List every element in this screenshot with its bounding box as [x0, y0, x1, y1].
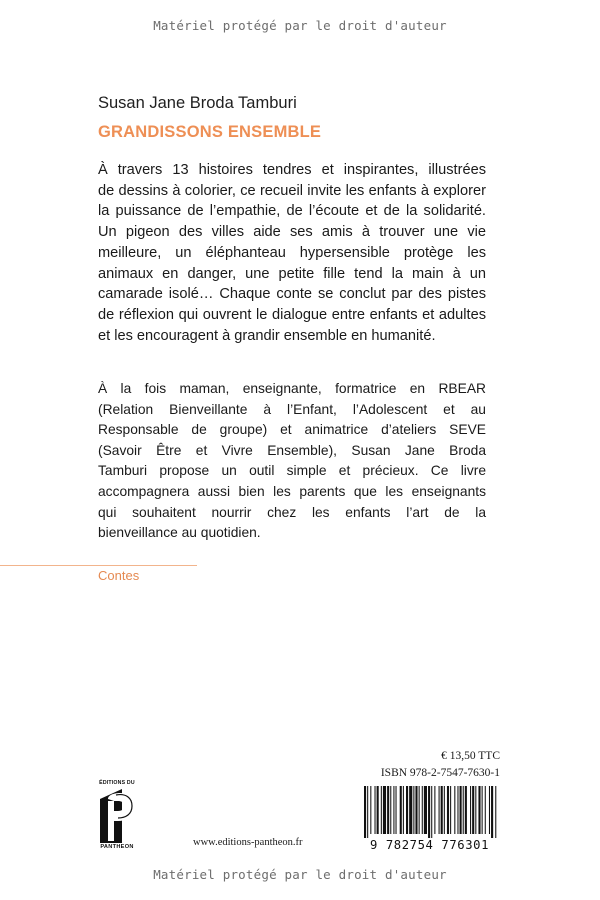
- bio-line: bienveillance au quotidien.: [98, 525, 261, 541]
- barcode-icon: [356, 784, 503, 838]
- isbn-label: ISBN 978-2-7547-7630-1: [380, 767, 500, 779]
- genre-label: Contes: [98, 568, 140, 583]
- summary-line: et les encouragent à grandir ensemble en humanité.: [98, 327, 436, 344]
- publisher-logo-top-text: ÉDITIONS DU: [99, 780, 135, 786]
- bio-line: À la fois maman, enseignante, formatrice en RBEAR: [98, 381, 486, 396]
- summary-line: la puissance de l’empathie, de l’écoute et de la solidarité.: [98, 203, 486, 220]
- bio-line: Tamburi propose un outil simple et précieux. Ce livre: [98, 463, 486, 479]
- summary-line: meilleure, un éléphanteau hypersensible protège les: [98, 244, 486, 261]
- bio-line: qui souhaitent nourrir chez les enfants l’art de la: [98, 504, 486, 520]
- bio-line: (Savoir Être et Vivre Ensemble), Susan Jane Broda: [98, 442, 486, 458]
- author-name: Susan Jane Broda Tamburi: [98, 94, 297, 112]
- publisher-logo-bottom-text: PANTHEON: [100, 844, 134, 850]
- section-divider: [0, 565, 197, 566]
- book-title: GRANDISSONS ENSEMBLE: [98, 123, 322, 141]
- bio-line: (Relation Bienveillante à l’Enfant, l’Adolescent et au: [98, 401, 486, 417]
- summary-line: de dessins à colorier, ce recueil invite les enfants à explorer: [98, 182, 486, 199]
- summary-paragraph: [98, 160, 486, 346]
- price-label: € 13,50 TTC: [441, 750, 500, 762]
- author-bio-paragraph: [98, 379, 486, 544]
- bio-line: Responsable de groupe) et animatrice d’ateliers SEVE: [98, 422, 486, 438]
- summary-line: À travers 13 histoires tendres et inspirantes, illustrées: [98, 162, 486, 178]
- summary-line: de réflexion qui ouvrent le dialogue entre enfants et adultes: [98, 306, 486, 323]
- copyright-watermark-top: Matériel protégé par le droit d'auteur: [153, 18, 447, 33]
- summary-line: animaux en danger, une petite fille tend la main à un: [98, 265, 486, 282]
- copyright-watermark-bottom: Matériel protégé par le droit d'auteur: [153, 867, 447, 882]
- summary-line: camarade isolé… Chaque conte se conclut par des pistes: [98, 286, 486, 303]
- pantheon-p-logo-icon: [98, 789, 136, 843]
- publisher-logo: [96, 780, 138, 854]
- barcode-digits: 9 782754 776301: [369, 838, 490, 852]
- bio-line: accompagnera aussi bien les parents que les enseignants: [98, 483, 486, 499]
- summary-line: Un pigeon des villes aide ses amis à trouver une vie: [98, 224, 486, 241]
- publisher-website[interactable]: www.editions-pantheon.fr: [193, 837, 303, 848]
